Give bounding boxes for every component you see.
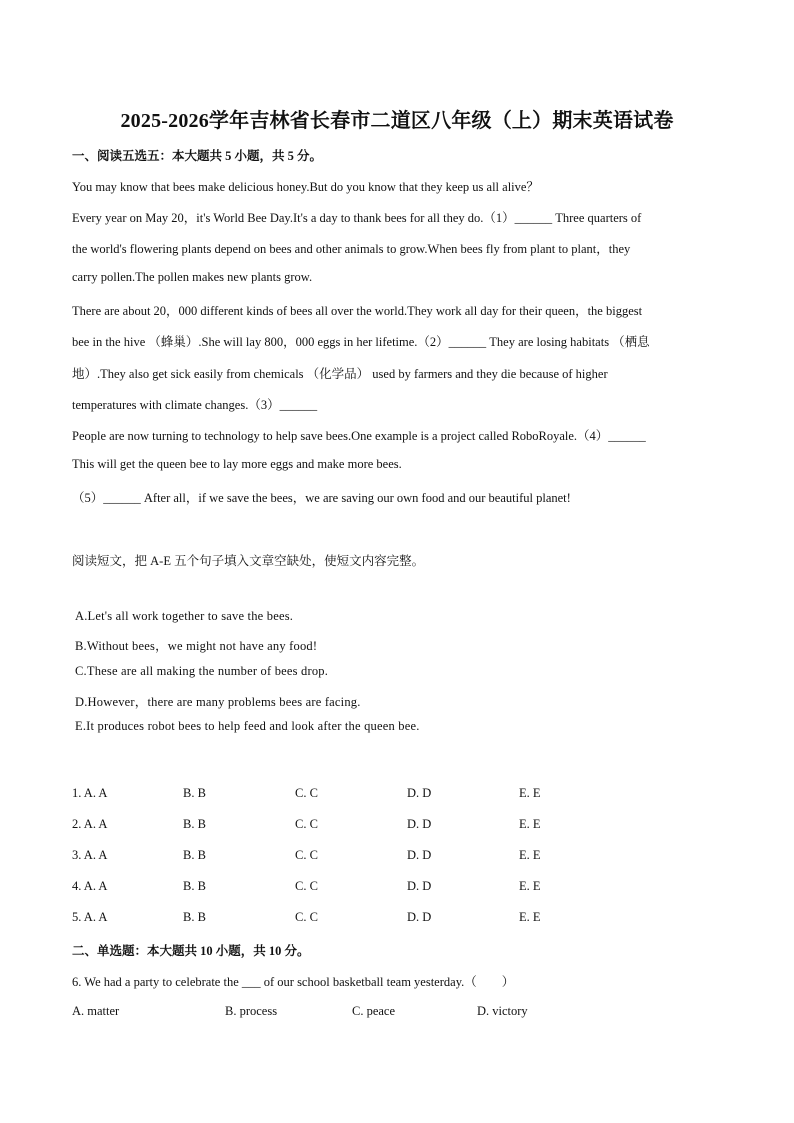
section-heading-reading: 一、阅读五选五：本大题共 5 小题，共 5 分。 — [72, 149, 323, 163]
option-b: B.Without bees，we might not have any food! — [75, 639, 318, 653]
answer-choice-a[interactable]: 4. A. A — [72, 879, 108, 893]
answer-choice-b[interactable]: B. B — [183, 848, 206, 862]
answer-choice-c[interactable]: C. C — [295, 786, 318, 800]
answer-choice-c[interactable]: C. C — [295, 817, 318, 831]
answer-row-2 — [72, 817, 592, 833]
q6-option-c[interactable]: C. peace — [352, 1004, 396, 1018]
passage-line: temperatures with climate changes.（3）______ — [72, 398, 318, 412]
passage-line: carry pollen.The pollen makes new plants grow. — [72, 270, 313, 284]
answer-row-3 — [72, 848, 592, 864]
passage-line: Every year on May 20，it's World Bee Day.It's a day to thank bees for all they do.（1）______ Three quarters of — [72, 211, 642, 225]
option-c: C.These are all making the number of bees drop. — [75, 664, 329, 678]
answer-row-1 — [72, 786, 592, 802]
answer-choice-a[interactable]: 2. A. A — [72, 817, 108, 831]
answer-choice-c[interactable]: C. C — [295, 879, 318, 893]
answer-choice-e[interactable]: E. E — [519, 817, 541, 831]
answer-choice-e[interactable]: E. E — [519, 848, 541, 862]
passage-line: There are about 20，000 different kinds of bees all over the world.They work all day for their queen，the biggest — [72, 304, 643, 318]
answer-choice-d[interactable]: D. D — [407, 848, 432, 862]
answer-choice-d[interactable]: D. D — [407, 817, 432, 831]
question-6-options — [72, 1004, 592, 1020]
q6-option-b[interactable]: B. process — [225, 1004, 278, 1018]
section-heading-choice: 二、单选题：本大题共 10 小题，共 10 分。 — [72, 944, 310, 958]
answer-choice-b[interactable]: B. B — [183, 817, 206, 831]
passage-line: the world's flowering plants depend on bees and other animals to grow.When bees fly from plant to plant，they — [72, 242, 631, 256]
answer-choice-c[interactable]: C. C — [295, 848, 318, 862]
answer-choice-e[interactable]: E. E — [519, 910, 541, 924]
answer-choice-e[interactable]: E. E — [519, 786, 541, 800]
passage-line: This will get the queen bee to lay more eggs and make more bees. — [72, 457, 402, 471]
answer-choice-e[interactable]: E. E — [519, 879, 541, 893]
answer-choice-b[interactable]: B. B — [183, 910, 206, 924]
answer-row-4 — [72, 879, 592, 895]
q6-option-a[interactable]: A. matter — [72, 1004, 120, 1018]
answer-choice-a[interactable]: 1. A. A — [72, 786, 108, 800]
answer-choice-a[interactable]: 5. A. A — [72, 910, 108, 924]
question-6-stem: 6. We had a party to celebrate the ___ of our school basketball team yesterday.（ ） — [72, 975, 515, 989]
passage-line: People are now turning to technology to help save bees.One example is a project called RoboRoyale.（4）______ — [72, 429, 646, 443]
answer-choice-b[interactable]: B. B — [183, 879, 206, 893]
passage-line: bee in the hive （蜂巢）.She will lay 800，000 eggs in her lifetime.（2）______ They are losing habitats （栖息 — [72, 335, 650, 349]
option-d: D.However，there are many problems bees are facing. — [75, 695, 361, 709]
instruction-text: 阅读短文，把 A-E 五个句子填入文章空缺处，使短文内容完整。 — [72, 554, 425, 568]
answer-choice-b[interactable]: B. B — [183, 786, 206, 800]
option-a: A.Let's all work together to save the bees. — [75, 609, 294, 623]
answer-choice-d[interactable]: D. D — [407, 879, 432, 893]
passage-line: You may know that bees make delicious honey.But do you know that they keep us all alive？ — [72, 180, 539, 194]
answer-choice-d[interactable]: D. D — [407, 910, 432, 924]
passage-line: （5）______ After all，if we save the bees，we are saving our own food and our beautiful planet! — [72, 491, 571, 505]
answer-row-5 — [72, 910, 592, 926]
q6-option-d[interactable]: D. victory — [477, 1004, 528, 1018]
option-e: E.It produces robot bees to help feed and look after the queen bee. — [75, 719, 420, 733]
answer-choice-d[interactable]: D. D — [407, 786, 432, 800]
answer-choice-c[interactable]: C. C — [295, 910, 318, 924]
page-title: 2025-2026学年吉林省长春市二道区八年级（上）期末英语试卷 — [120, 110, 674, 132]
passage-line: 地）.They also get sick easily from chemicals （化学品） used by farmers and they die because of higher — [72, 367, 608, 381]
answer-choice-a[interactable]: 3. A. A — [72, 848, 108, 862]
